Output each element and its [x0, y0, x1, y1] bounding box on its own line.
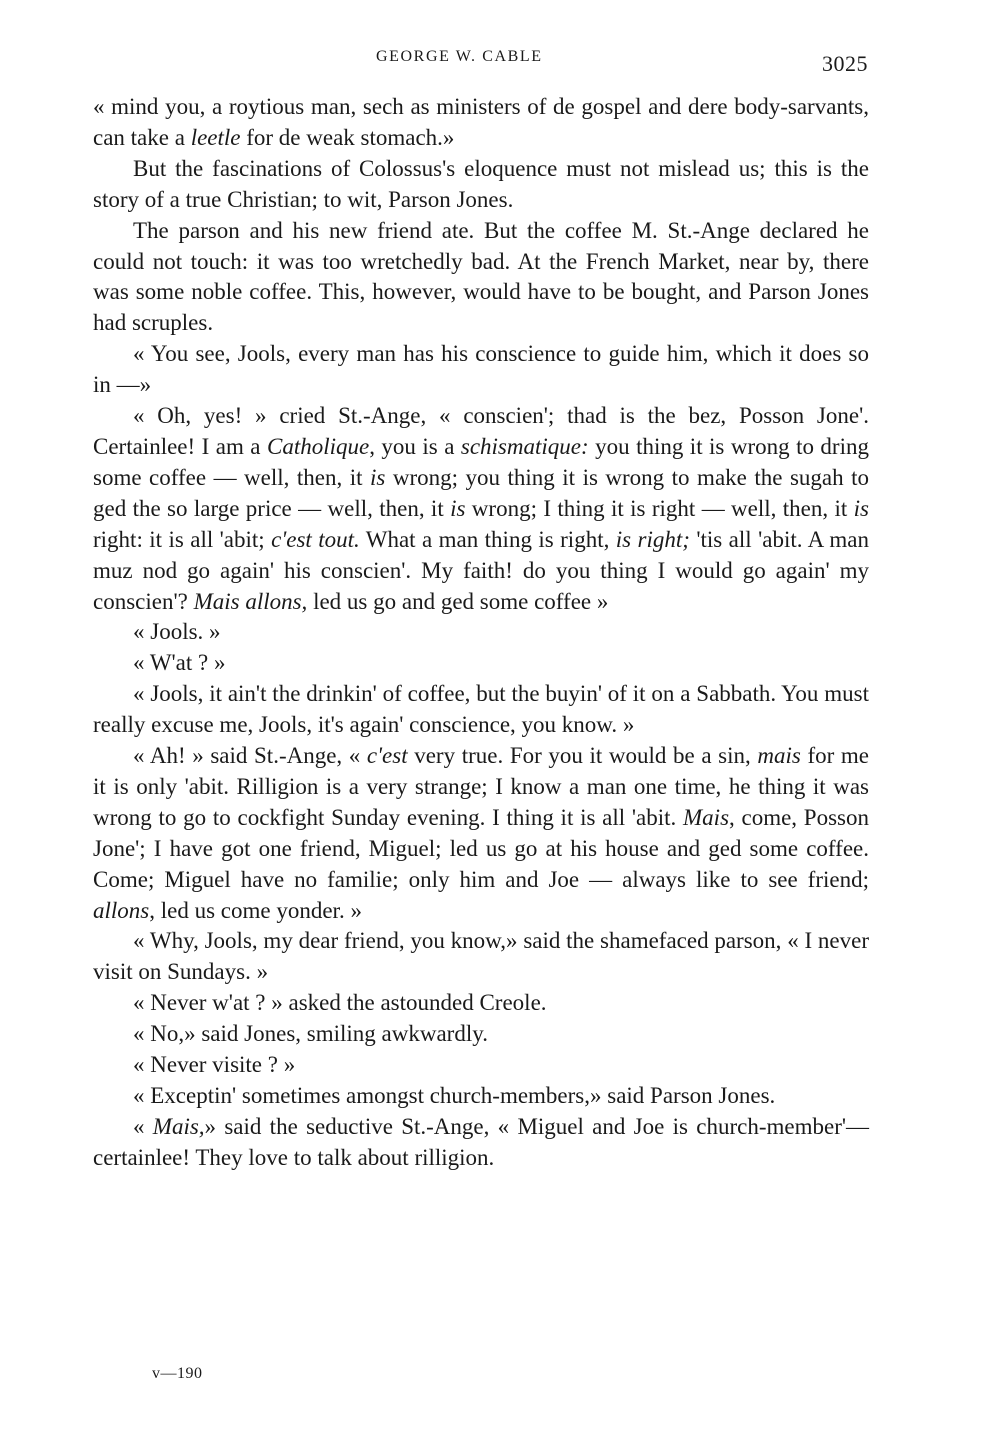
italic-word: is — [450, 495, 466, 521]
italic-word: is — [853, 495, 869, 521]
paragraph: « Mais,» said the seductive St.-Ange, « Miguel and Joe is church-member'— certainlee! They love to talk about rilligion. — [93, 1113, 869, 1170]
paragraph: « Never w'at ? » asked the astounded Creole. — [133, 990, 547, 1016]
paragraph: « Oh, yes! » cried St.-Ange, « conscien'; thad is the bez, Posson Jone'. Certainlee! I am a Catholique, you is a schismatique: you thing it is wrong to dring some coffee — well, then, it is wrong; you thing it is wrong to make the sugah to ged the so large price — well, then, it is wrong; I thing it is right — well, then, it is right: it is all 'abit; c'est tout. What a man thing is right, is right; 'tis all 'abit. A man muz nod go again' his conscien'. My faith! do you thing I would go again' my conscien'? Mais allons, led us go and ged some coffee » — [93, 403, 869, 614]
italic-word: Catholique — [266, 433, 370, 459]
italic-word: c'est tout. — [271, 526, 360, 552]
paragraph: « Why, Jools, my dear friend, you know,» said the shamefaced parson, « I never visit on Sundays. » — [93, 928, 869, 985]
body-text — [93, 92, 869, 1174]
paragraph: The parson and his new friend ate. But the coffee M. St.-Ange declared he could not touch: it was too wretchedly bad. At the French Market, near by, there was some noble coffee. This, however, would have to be bought, and Parson Jones had scruples. — [93, 217, 869, 336]
italic-word: c'est — [366, 743, 408, 769]
italic-word: mais — [757, 743, 801, 769]
paragraph: « You see, Jools, every man has his conscience to guide him, which it does so in —» — [93, 341, 869, 398]
italic-word: is right; — [615, 526, 690, 552]
paragraph: « No,» said Jones, smiling awkwardly. — [133, 1021, 488, 1047]
paragraph: « Never visite ? » — [133, 1052, 296, 1078]
paragraph: « Ah! » said St.-Ange, « c'est very true. For you it would be a sin, mais for me it is only 'abit. Rilligion is a very strange; I know a man one time, he thing it was wrong to go to cockfight Sunday evening. I thing it is all 'abit. Mais, come, Posson Jone'; I have got one friend, Miguel; led us go at his house and ged some coffee. Come; Miguel have no familie; only him and Joe — always like to see friend; allons, led us come yonder. » — [93, 743, 869, 923]
signature-mark: v—190 — [152, 1365, 203, 1382]
running-head — [0, 48, 1000, 76]
italic-word: schismatique: — [460, 433, 589, 459]
paragraph: « Jools, it ain't the drinkin' of coffee, but the buyin' of it on a Sabbath. You must really excuse me, Jools, it's again' conscience, you know. » — [93, 681, 869, 738]
paragraph-continuation: « mind you, a roytious man, sech as ministers of de gospel and dere body-sarvants, can take a leetle for de weak stomach.» — [93, 94, 869, 150]
paragraph: But the fascinations of Colossus's eloquence must not mislead us; this is the story of a true Christian; to wit, Parson Jones. — [93, 155, 869, 212]
italic-word: allons — [93, 897, 150, 923]
italic-word: leetle — [190, 124, 241, 150]
paragraph: « Jools. » — [133, 619, 221, 645]
italic-word: Mais, — [152, 1113, 205, 1139]
italic-word: Mais — [683, 804, 730, 830]
paragraph: « Exceptin' sometimes amongst church-members,» said Parson Jones. — [133, 1083, 776, 1108]
paragraph: « W'at ? » — [133, 650, 226, 676]
running-title: GEORGE W. CABLE — [376, 48, 543, 65]
page-number: 3025 — [822, 51, 868, 76]
italic-word: Mais allons, — [193, 588, 308, 614]
italic-word: is — [370, 464, 386, 490]
